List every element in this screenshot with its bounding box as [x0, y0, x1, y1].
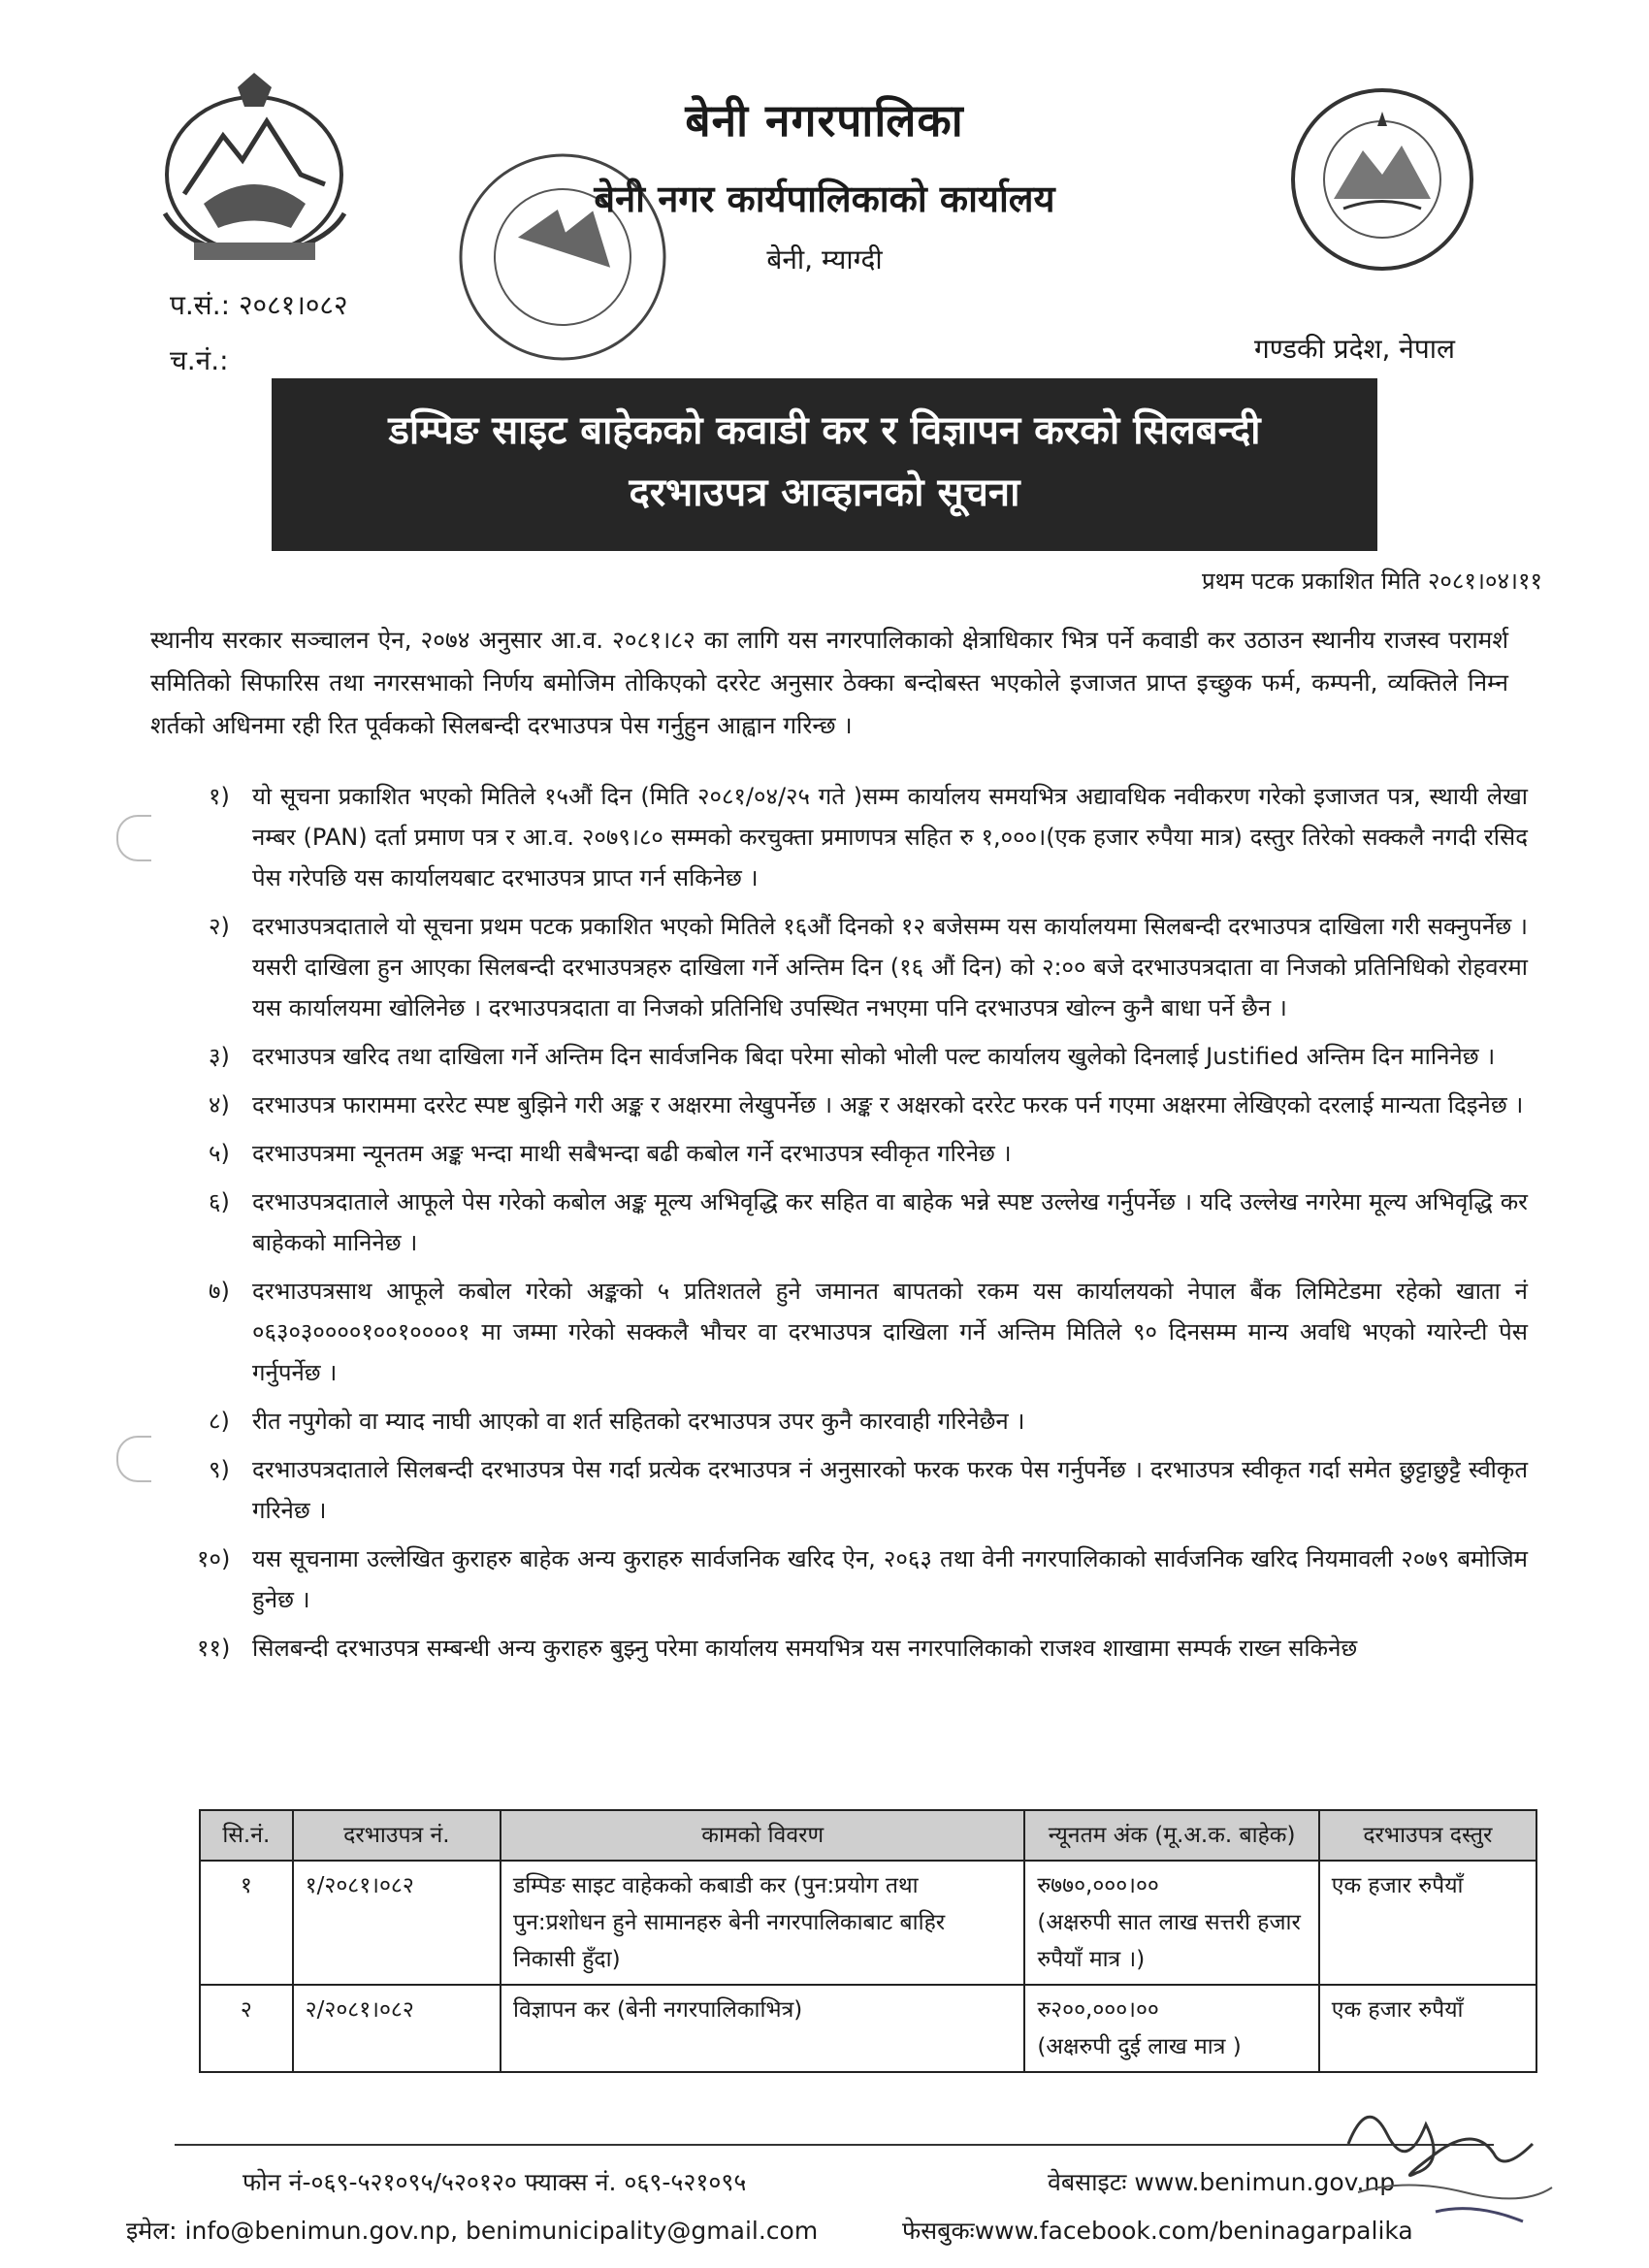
notice-title-banner: [272, 378, 1377, 551]
list-item: [150, 1085, 1528, 1125]
item-number: ५): [209, 1140, 230, 1167]
cell-fee: एक हजार रुपैयाँ: [1319, 1985, 1536, 2072]
cell-amount: [1024, 1985, 1318, 2072]
col-header-fee: दरभाउपत्र दस्तुर: [1319, 1810, 1536, 1861]
table-row: [200, 1861, 1536, 1985]
list-item: [150, 1628, 1528, 1669]
col-header-description: कामको विवरण: [501, 1810, 1024, 1861]
footer-divider: [175, 2144, 1494, 2146]
col-header-bid-no: दरभाउपत्र नं.: [293, 1810, 501, 1861]
cell-description: डम्पिङ साइट वाहेकको कबाडी कर (पुन:प्रयोग तथा पुन:प्रशोधन हुने सामानहरु बेनी नगरपालिकाबाट बाहिर निकासी हुँदा): [501, 1861, 1024, 1985]
cell-sn: २: [200, 1985, 293, 2072]
amount-words: (अक्षरुपी दुई लाख मात्र ): [1037, 2034, 1242, 2059]
item-text: यो सूचना प्रकाशित भएको मितिले १५औं दिन (मिति २०८१/०४/२५ गते )सम्म कार्यालय समयभित्र अद्यावधिक नवीकरण गरेको इजाजत पत्र, स्थायी लेखा नम्बर (PAN) दर्ता प्रमाण पत्र र आ.व. २०७९।८० सम्मको करचुक्ता प्रमाणपत्र सहित रु १,०००।(एक हजार रुपैया मात्र) दस्तुर तिरेको सक्कलै नगदी रसिद पेस गरेपछि यस कार्यालयबाट दरभाउपत्र प्राप्त गर्न सकिनेछ ।: [252, 783, 1528, 891]
item-number: २): [209, 913, 230, 940]
footer-website: वेबसाइटः www.benimun.gov.np: [1048, 2168, 1396, 2196]
cell-amount: [1024, 1861, 1318, 1985]
list-item: [150, 906, 1528, 1028]
list-item: [150, 1449, 1528, 1531]
item-text: दरभाउपत्रदाताले यो सूचना प्रथम पटक प्रकाशित भएको मितिले १६औं दिनको १२ बजेसम्म यस कार्यालयमा सिलबन्दी दरभाउपत्र दाखिला गरी सक्नुपर्नेछ । यसरी दाखिला हुन आएका सिलबन्दी दरभाउपत्रहरु दाखिला गर्ने अन्तिम दिन (१६ औं दिन) को २:०० बजे दरभाउपत्रदाता वा निजको प्रतिनिधिको रोहवरमा यस कार्यालयमा खोलिनेछ । दरभाउपत्रदाता वा निजको प्रतिनिधि उपस्थित नभएमा पनि दरभाउपत्र खोल्न कुनै बाधा पर्ने छैन ।: [252, 913, 1528, 1021]
item-text: दरभाउपत्रसाथ आफूले कबोल गरेको अङ्कको ५ प्रतिशतले हुने जमानत बापतको रकम यस कार्यालयको नेपाल बैंक लिमिटेडमा रहेको खाता नं ०६३०३००००१००१००००१ मा जम्मा गरेको सक्कलै भौचर वा दरभाउपत्र दाखिला गर्ने अन्तिम मितिले ९० दिनसम्म मान्य अवधि भएको ग्यारेन्टी पेस गर्नुपर्नेछ ।: [252, 1278, 1528, 1386]
item-text: दरभाउपत्रदाताले आफूले पेस गरेको कबोल अङ्क मूल्य अभिवृद्धि कर सहित वा बाहेक भन्ने स्पष्ट उल्लेख गर्नुपर्नेछ । यदि उल्लेख नगरेमा मूल्य अभिवृद्धि कर बाहेकको मानिनेछ ।: [252, 1188, 1528, 1256]
item-text: यस सूचनामा उल्लेखित कुराहरु बाहेक अन्य कुराहरु सार्वजनिक खरिद ऐन, २०६३ तथा वेनी नगरपालिकाको सार्वजनिक खरिद नियमावली २०७९ बमोजिम हुनेछ ।: [252, 1545, 1528, 1613]
signature-mark: [1329, 2086, 1571, 2260]
list-item: [150, 1133, 1528, 1174]
cell-bid-no: १/२०८१।०८२: [293, 1861, 501, 1985]
footer-phone-fax: फोन नं-०६९-५२१०९५/५२०१२० फ्याक्स नं. ०६९-५२१०९५: [242, 2168, 747, 2196]
table-header-row: [200, 1810, 1536, 1861]
amount-figure: रु२००,०००।००: [1037, 1997, 1159, 2023]
item-text: दरभाउपत्र खरिद तथा दाखिला गर्ने अन्तिम दिन सार्वजनिक बिदा परेमा सोको भोली पल्ट कार्यालय खुलेको दिनलाई Justified अन्तिम दिन मानिनेछ ।: [252, 1043, 1496, 1070]
item-number: ६): [209, 1188, 230, 1215]
list-item: [150, 1401, 1528, 1442]
item-text: सिलबन्दी दरभाउपत्र सम्बन्धी अन्य कुराहरु बुझ्नु परेमा कार्यालय समयभित्र यस नगरपालिकाको राजश्व शाखामा सम्पर्क राख्न सकिनेछ: [252, 1635, 1358, 1662]
item-text: दरभाउपत्र फाराममा दररेट स्पष्ट बुझिने गरी अङ्क र अक्षरमा लेखुपर्नेछ । अङ्क र अक्षरको दररेट फरक पर्न गएमा अक्षरमा लेखिएको दरलाई मान्यता दिइनेछ ।: [252, 1091, 1524, 1118]
item-number: ७): [209, 1278, 230, 1305]
item-number: १): [209, 783, 230, 810]
banner-line-1: डम्पिङ साइट बाहेकको कवाडी कर र विज्ञापन करको सिलबन्दी: [388, 408, 1261, 453]
item-number: ३): [209, 1043, 230, 1070]
cell-description: विज्ञापन कर (बेनी नगरपालिकाभित्र): [501, 1985, 1024, 2072]
amount-figure: रु७७०,०००।००: [1037, 1873, 1159, 1898]
municipality-name: बेनी नगरपालिका: [685, 94, 964, 146]
terms-list: [150, 776, 1528, 1676]
item-text: रीत नपुगेको वा म्याद नाघी आएको वा शर्त सहितको दरभाउपत्र उपर कुनै कारवाही गरिनेछैन ।: [252, 1408, 1025, 1435]
cell-sn: १: [200, 1861, 293, 1985]
office-location: बेनी, म्याग्दी: [766, 243, 883, 275]
punch-hole-mark: [116, 815, 151, 861]
item-text: दरभाउपत्रदाताले सिलबन्दी दरभाउपत्र पेस गर्दा प्रत्येक दरभाउपत्र नं अनुसारको फरक फरक पेस गर्नुपर्नेछ । दरभाउपत्र स्वीकृत गर्दा समेत छुट्टाछुट्टै स्वीकृत गरिनेछ ।: [252, 1456, 1528, 1524]
banner-line-2: दरभाउपत्र आव्हानको सूचना: [629, 470, 1020, 515]
item-number: ११): [197, 1635, 231, 1662]
dispatch-number: च.नं.:: [170, 344, 229, 376]
item-text: दरभाउपत्रमा न्यूनतम अङ्क भन्दा माथी सबैभन्दा बढी कबोल गर्ने दरभाउपत्र स्वीकृत गरिनेछ ।: [252, 1140, 1012, 1167]
cell-bid-no: २/२०८१।०८२: [293, 1985, 501, 2072]
footer-facebook: फेसबुकःwww.facebook.com/beninagarpalika: [902, 2217, 1413, 2245]
item-number: ८): [209, 1408, 230, 1435]
list-item: [150, 1271, 1528, 1393]
col-header-min-amount: न्यूनतम अंक (मू.अ.क. बाहेक): [1024, 1810, 1318, 1861]
footer-email: इमेल: info@benimun.gov.np, benimunicipality@gmail.com: [126, 2217, 819, 2245]
punch-hole-mark: [116, 1436, 151, 1482]
item-number: १०): [197, 1545, 231, 1572]
intro-paragraph: स्थानीय सरकार सञ्चालन ऐन, २०७४ अनुसार आ.व. २०८१।८२ का लागि यस नगरपालिकाको क्षेत्राधिकार भित्र पर्ने कवाडी कर उठाउन स्थानीय राजस्व परामर्श समितिको सिफारिस तथा नगरसभाको निर्णय बमोजिम तोकिएको दररेट अनुसार ठेक्का बन्दोबस्त भएकोले इजाजत प्राप्त इच्छुक फर्म, कम्पनी, व्यक्तिले निम्न शर्तको अधिनमा रही रित पूर्वकको सिलबन्दी दरभाउपत्र पेस गर्नुहुन आह्वान गरिन्छ ।: [150, 626, 1508, 739]
province-text: गण्डकी प्रदेश, नेपाल: [1253, 333, 1455, 365]
item-number: ९): [209, 1456, 230, 1483]
publication-date: प्रथम पटक प्रकाशित मिति २०८१।०४।११: [1201, 567, 1542, 595]
bid-table: [199, 1809, 1537, 2073]
amount-words: (अक्षरुपी सात लाख सत्तरी हजार रुपैयाँ मात्र ।): [1037, 1910, 1301, 1972]
list-item: [150, 1182, 1528, 1263]
table-row: [200, 1985, 1536, 2072]
reference-number: प.सं.: २०८१।०८२: [170, 289, 348, 321]
list-item: [150, 776, 1528, 898]
cell-fee: एक हजार रुपैयाँ: [1319, 1861, 1536, 1985]
list-item: [150, 1036, 1528, 1077]
col-header-sn: सि.नं.: [200, 1810, 293, 1861]
office-name: बेनी नगर कार्यपालिकाको कार्यालय: [594, 178, 1055, 220]
list-item: [150, 1539, 1528, 1620]
item-number: ४): [209, 1091, 230, 1118]
